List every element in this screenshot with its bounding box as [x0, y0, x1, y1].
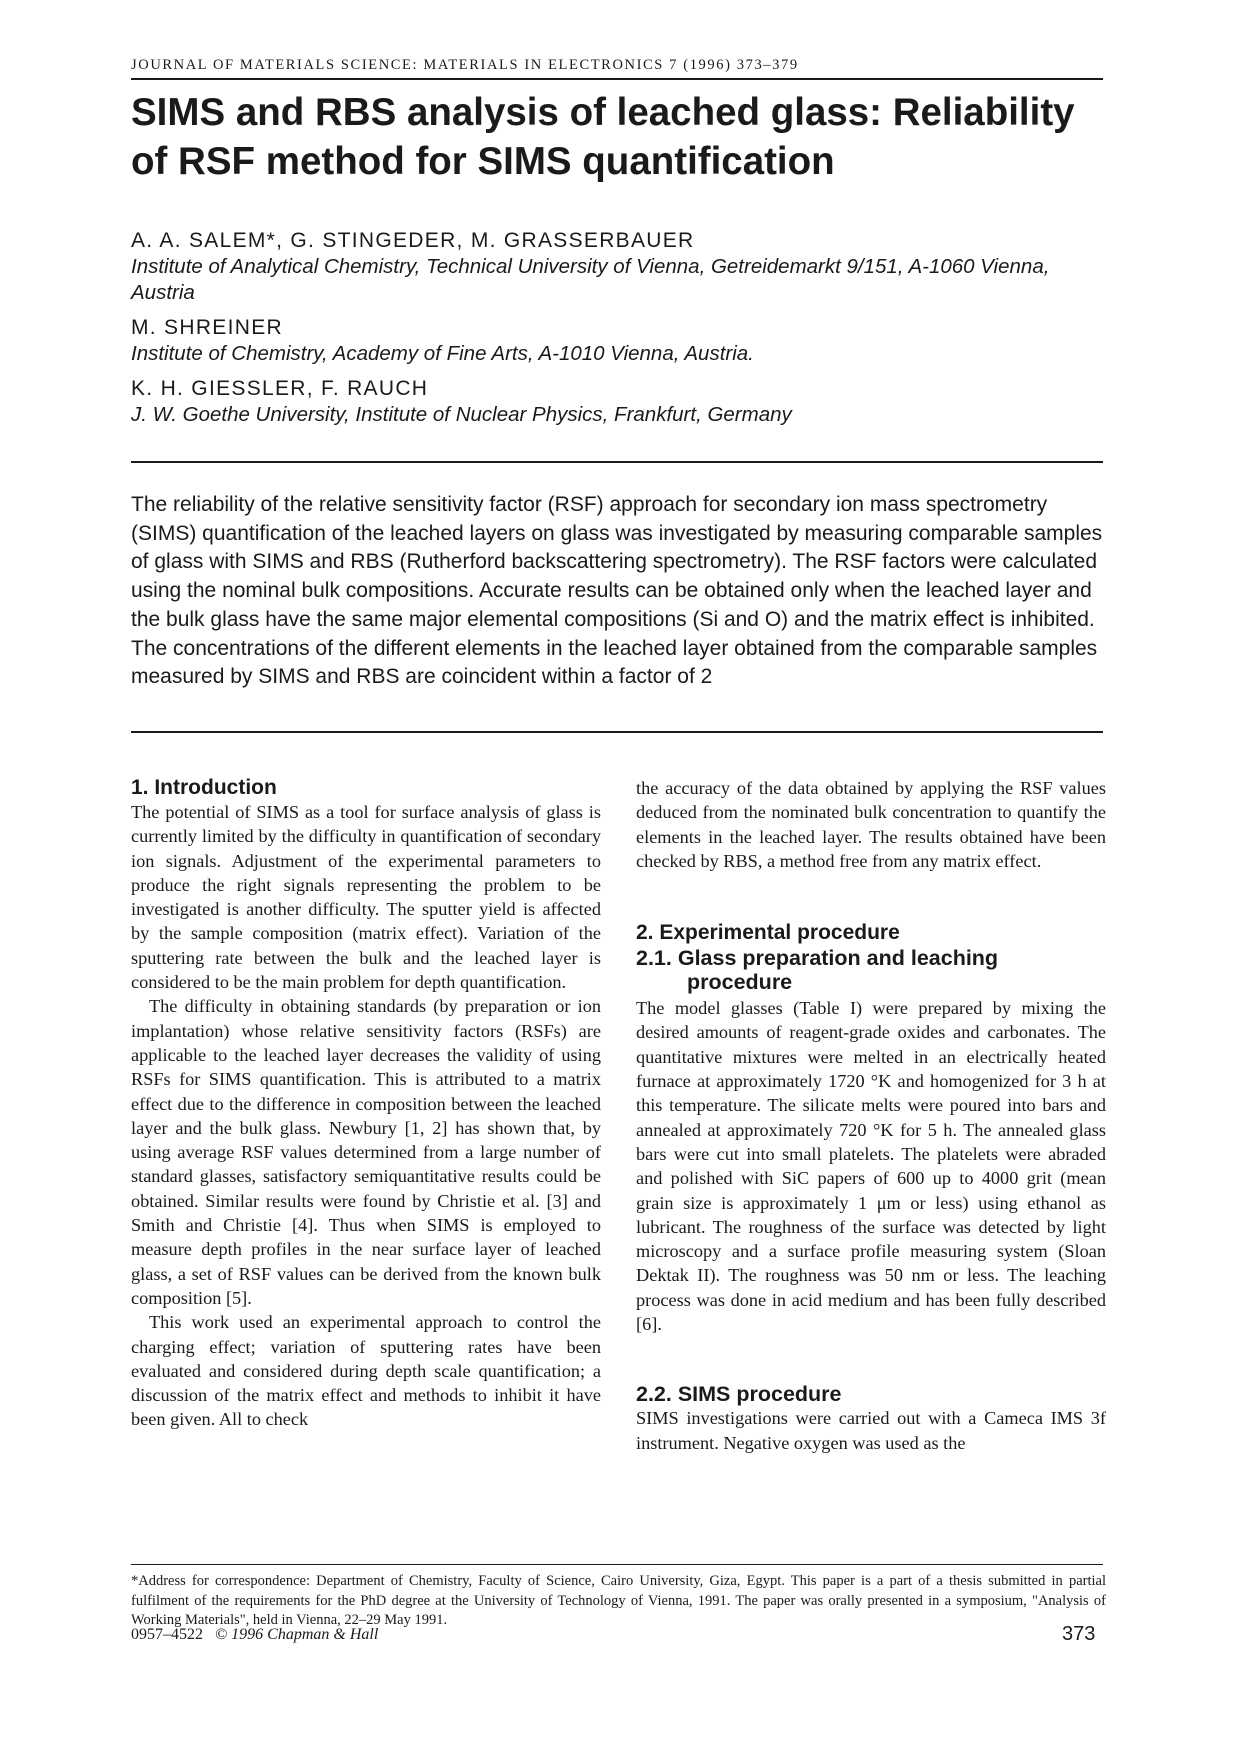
subsection-title: Glass preparation and leaching	[677, 946, 999, 971]
header-rule	[131, 78, 1103, 80]
journal-header: JOURNAL OF MATERIALS SCIENCE: MATERIALS IN ELECTRONICS 7 (1996) 373–379	[131, 57, 799, 73]
paper-title: SIMS and RBS analysis of leached glass: Reliability of RSF method for SIMS quantification	[131, 91, 1075, 183]
issn-number: 0957–4522	[131, 1626, 203, 1643]
author-names-2: M. SHREINER	[131, 316, 283, 339]
section-heading-experimental: 2. Experimental procedure	[636, 921, 900, 945]
abstract-top-rule	[131, 461, 1103, 463]
intro-paragraph-3: This work used an experimental approach to control the charging effect; variation of sputtering rates have been evaluated and considered during depth scale quantification; a discussion of the matrix effect and methods to inhibit it have been given. All to check	[131, 1312, 601, 1430]
section-heading-introduction: 1. Introduction	[131, 776, 277, 799]
subsection-number: 2.1.	[636, 946, 672, 971]
footer-issn	[131, 1626, 378, 1644]
glass-preparation-paragraph: The model glasses (Table I) were prepared by mixing the desired amounts of reagent-grade oxides and carbonates. The quantitative mixtures were melted in an electrically heated furnace at approximately 1720 °K and homogenized for 3 h at this temperature. The silicate melts were poured into bars and annealed at approximately 720 °K for 5 h. The annealed glass bars were cut into small platelets. The platelets were abraded and polished with SiC papers of 600 up to 4000 grit (mean grain size is approximately 1 μm or less) using ethanol as lubricant. The roughness of the surface was detected by light microscopy and a surface profile measuring system (Sloan Dektak II). The roughness was 50 nm or less. The leaching process was done in acid medium and has been fully described [6].	[636, 998, 1106, 1335]
author-affiliation-2: Institute of Chemistry, Academy of Fine Arts, A-1010 Vienna, Austria.	[131, 342, 754, 365]
correspondence-footnote: *Address for correspondence: Department of Chemistry, Faculty of Science, Cairo University, Giza, Egypt. This paper is a part of a thesis submitted in partial fulfilment of the requirements for the PhD degree at the University of Technology of Vienna, 1991. The paper was orally presented in a symposium, "Analysis of Working Materials", held in Vienna, 22–29 May 1991.	[131, 1573, 1106, 1628]
subsection-title-continued: procedure	[687, 970, 793, 995]
author-affiliation-1: Institute of Analytical Chemistry, Technical University of Vienna, Getreidemarkt 9/151, A-1060 Vienna, Austria	[131, 255, 1050, 304]
abstract-bottom-rule	[131, 731, 1103, 733]
author-names-3: K. H. GIESSLER, F. RAUCH	[131, 377, 429, 400]
author-affiliation-3: J. W. Goethe University, Institute of Nuclear Physics, Frankfurt, Germany	[131, 403, 792, 426]
author-names-1: A. A. SALEM*, G. STINGEDER, M. GRASSERBAUER	[131, 229, 695, 252]
left-column	[131, 776, 601, 1432]
intro-paragraph-2: The difficulty in obtaining standards (by preparation or ion implantation) whose relative sensitivity factors (RSFs) are applicable to the leached layer decreases the validity of using RSFs for SIMS quantification. This is attributed to a matrix effect due to the difference in composition between the leached layer and the bulk glass. Newbury [1, 2] has shown that, by using average RSF values determined from a large number of standard glasses, satisfactory semiquantitative results could be obtained. Similar results were found by Christie et al. [3] and Smith and Christie [4]. Thus when SIMS is employed to measure depth profiles in the near surface layer of leached glass, a set of RSF values can be derived from the known bulk composition [5].	[131, 996, 601, 1308]
author-block	[131, 227, 1111, 436]
intro-continuation: the accuracy of the data obtained by applying the RSF values deduced from the nominated bulk concentration to quantify the elements in the leached layer. The results obtained have been checked by RBS, a method free from any matrix effect.	[636, 778, 1106, 871]
copyright-notice: © 1996 Chapman & Hall	[215, 1626, 379, 1643]
abstract: The reliability of the relative sensitivity factor (RSF) approach for secondary ion mass spectrometry (SIMS) quantification of the leached layers on glass was investigated by measuring comparable samples of glass with SIMS and RBS (Rutherford backscattering spectrometry). The RSF factors were calculated using the nominal bulk compositions. Accurate results can be obtained only when the leached layer and the bulk glass have the same major elemental compositions (Si and O) and the matrix effect is inhibited. The concentrations of the different elements in the leached layer obtained from the comparable samples measured by SIMS and RBS are coincident within a factor of 2	[131, 493, 1103, 689]
page-number: 373	[1062, 1623, 1096, 1645]
sims-procedure-paragraph: SIMS investigations were carried out with a Cameca IMS 3f instrument. Negative oxygen was used as the	[636, 1408, 1106, 1453]
right-column	[636, 776, 1106, 1455]
intro-paragraph-1: The potential of SIMS as a tool for surface analysis of glass is currently limited by the difficulty in quantification of secondary ion signals. Adjustment of the experimental parameters to produce the right signals representing the problem to be investigated is another difficulty. The sputter yield is affected by the sample composition (matrix effect). Variation of the sputtering rate between the bulk and the leached layer is considered to be the main problem for depth quantification.	[131, 802, 601, 993]
footnote-rule	[131, 1564, 1103, 1565]
subsection-heading-sims-procedure: 2.2. SIMS procedure	[636, 1382, 842, 1407]
subsection-heading-glass-preparation	[636, 946, 1106, 994]
